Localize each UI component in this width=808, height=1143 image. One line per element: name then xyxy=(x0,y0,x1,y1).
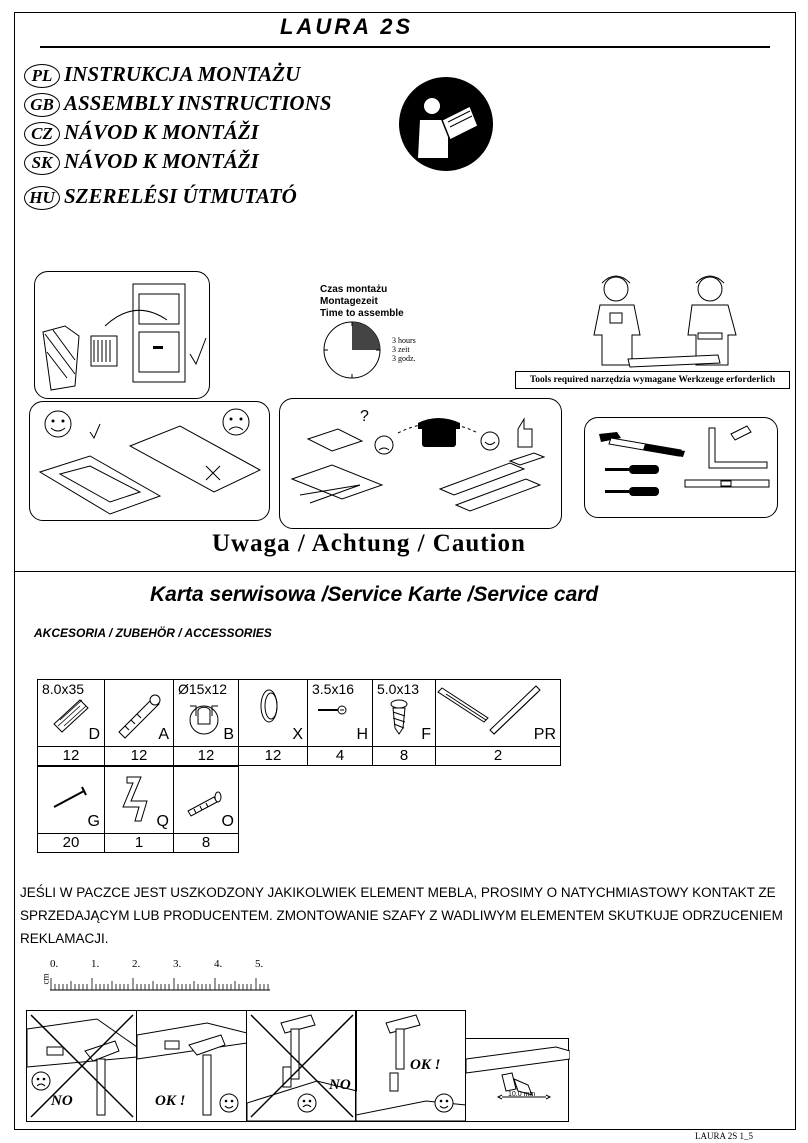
title-rule xyxy=(40,46,770,48)
lang-item-pl xyxy=(24,62,300,88)
hammer-panel-4 xyxy=(355,1010,466,1122)
tools-panel xyxy=(584,417,778,518)
read-instructions-icon xyxy=(398,76,494,172)
page-title: LAURA 2S xyxy=(280,14,414,39)
part-qty: 4 xyxy=(335,747,345,764)
part-cell-b xyxy=(174,680,238,746)
clock-icon xyxy=(322,320,382,380)
lang-code: PL xyxy=(24,64,60,88)
hammer-dowel-wrong-illustration xyxy=(27,1011,137,1121)
carpet-faces-illustration xyxy=(30,402,271,522)
carpet-panel xyxy=(29,401,270,521)
part-size: 5.0x13 xyxy=(377,681,420,697)
part-qty: 12 xyxy=(62,747,80,764)
hammer-screw-wrong-illustration xyxy=(247,1011,357,1121)
page-footer: LAURA 2S 1_5 xyxy=(695,1131,754,1141)
assembly-time-value: 3 hours xyxy=(392,336,416,345)
parts-table-row1 xyxy=(37,679,561,766)
part-cell-g xyxy=(38,767,104,833)
assembly-time-label: Time to assemble xyxy=(320,308,404,319)
help-call-illustration xyxy=(280,399,563,530)
part-letter: B xyxy=(223,726,234,743)
panel-verdict: OK ! xyxy=(410,1057,441,1073)
ruler-tick-label: 5. xyxy=(255,958,264,970)
section-divider xyxy=(14,571,796,572)
hammer-panel-3 xyxy=(246,1010,357,1122)
ruler-tick-label: 4. xyxy=(214,958,223,970)
tools-illustration xyxy=(585,418,779,519)
part-cell-f xyxy=(373,680,435,746)
part-cell-pr xyxy=(436,680,560,746)
part-letter: X xyxy=(292,726,303,743)
lang-item-gb xyxy=(24,91,331,117)
part-cell-a xyxy=(105,680,173,746)
part-qty: 12 xyxy=(264,747,282,764)
lang-item-hu xyxy=(24,184,297,210)
part-letter: A xyxy=(158,726,169,743)
lang-code: CZ xyxy=(24,122,60,146)
tools-caption: Tools required narzędzia wymagane Werkzeuge erforderlich xyxy=(515,371,790,389)
ruler-tick-label: 1. xyxy=(91,958,100,970)
lang-text: ASSEMBLY INSTRUCTIONS xyxy=(64,91,332,115)
assembly-time-labels xyxy=(320,284,404,320)
ruler-unit: cm xyxy=(40,973,51,985)
lang-text: INSTRUKCJA MONTAŻU xyxy=(64,62,301,86)
assembly-time-values xyxy=(392,336,416,363)
lang-item-sk xyxy=(24,149,259,175)
assembly-time-label: Montagezeit xyxy=(320,296,378,307)
part-size: 8.0x35 xyxy=(42,681,85,697)
lang-text: NÁVOD K MONTÁŽI xyxy=(64,149,259,173)
accessories-heading: AKCESORIA / ZUBEHÖR / ACCESSORIES xyxy=(34,626,272,640)
part-cell-d xyxy=(38,680,104,746)
part-letter: H xyxy=(356,726,368,743)
panel-verdict: NO xyxy=(329,1077,351,1093)
part-letter: F xyxy=(421,726,431,743)
part-size: Ø15x12 xyxy=(178,681,228,697)
part-cell-q xyxy=(105,767,173,833)
caution-heading: Uwaga / Achtung / Caution xyxy=(212,530,526,557)
two-workers-illustration xyxy=(580,271,750,371)
assembly-time-label: Czas montażu xyxy=(320,284,388,295)
panel-verdict: NO xyxy=(51,1093,73,1109)
hammer-panel-2 xyxy=(136,1010,247,1122)
ruler xyxy=(34,958,274,998)
part-letter: PR xyxy=(533,726,556,743)
part-qty: 12 xyxy=(197,747,215,764)
assembly-time-value: 3 godz. xyxy=(392,354,416,363)
lang-code: SK xyxy=(24,151,60,175)
part-qty: 8 xyxy=(201,834,211,851)
part-letter: G xyxy=(87,813,100,830)
lang-text: SZERELÉSI ÚTMUTATÓ xyxy=(64,184,297,208)
part-letter: O xyxy=(221,813,234,830)
part-qty: 8 xyxy=(399,747,409,764)
part-cell-h xyxy=(308,680,372,746)
lang-item-cz xyxy=(24,120,259,146)
hammer-dowel-correct-illustration xyxy=(137,1011,247,1121)
part-cell-x xyxy=(239,680,307,746)
unpack-panel xyxy=(34,271,210,399)
svg-text:?: ? xyxy=(360,408,369,425)
damage-warning-text: JEŚLI W PACZCE JEST USZKODZONY JAKIKOLWIEK ELEMENT MEBLA, PROSIMY O NATYCHMIASTOWY KONTAKT ZE SPRZEDAJĄCYM LUB PRODUCENTEM. ZMONTOWANIE SZAFY Z WADLIWYM ELEMENTEM SKUTKUJE ODRZUCENIEM REKLAMACJI. xyxy=(20,885,783,946)
part-qty: 2 xyxy=(493,747,503,764)
part-qty: 12 xyxy=(130,747,148,764)
shelf-gap-illustration xyxy=(466,1039,570,1123)
part-letter: D xyxy=(88,726,100,743)
cabinet-box-icon xyxy=(35,272,211,400)
lang-text: NÁVOD K MONTÁŽI xyxy=(64,120,259,144)
part-letter: Q xyxy=(156,813,169,830)
part-cell-o xyxy=(174,767,238,833)
assembly-time-value: 3 zeit xyxy=(392,345,410,354)
panel-verdict: OK ! xyxy=(155,1093,186,1109)
hammer-panel-1 xyxy=(26,1010,137,1122)
ruler-tick-label: 0. xyxy=(50,958,59,970)
gap-label: 10.0 mm xyxy=(508,1091,536,1098)
ruler-tick-label: 2. xyxy=(132,958,141,970)
part-size: 3.5x16 xyxy=(312,681,355,697)
part-qty: 1 xyxy=(134,834,144,851)
parts-table-row2 xyxy=(37,766,239,853)
lang-code: GB xyxy=(24,93,60,117)
gap-panel xyxy=(465,1038,569,1122)
part-qty: 20 xyxy=(62,834,80,851)
lang-code: HU xyxy=(24,186,60,210)
help-call-panel xyxy=(279,398,562,529)
ruler-scale xyxy=(50,972,272,992)
service-card-title: Karta serwisowa /Service Karte /Service card xyxy=(150,583,599,606)
ruler-tick-label: 3. xyxy=(173,958,182,970)
